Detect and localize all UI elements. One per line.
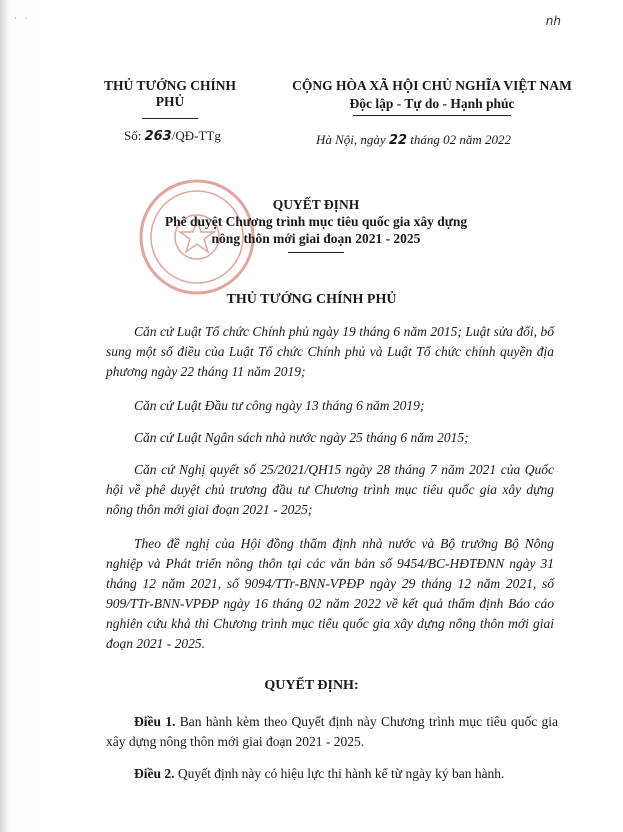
issuer-name: THỦ TƯỚNG CHÍNH PHỦ (103, 78, 236, 109)
doc-number-prefix: Số: (124, 128, 145, 143)
motto-underline (353, 115, 511, 116)
national-motto: Độc lập - Tự do - Hạnh phúc (349, 96, 515, 111)
handwritten-corner-mark: nh (545, 14, 561, 28)
document-number (124, 128, 221, 144)
preamble-clause-5: Theo đề nghị của Hội đồng thẩm định nhà nước và Bộ trưởng Bộ Nông nghiệp và Phát triển nông thôn tại các văn bản số 9454/BC-HĐTĐNN ngày 31 tháng 12 năm 2021, số 9094/TTr-BNN-VPĐP ngày 29 tháng 12 năm 2021, số 909/TTr-BNN-VPĐP ngày 16 tháng 02 năm 2022 về kết quả thẩm định Báo cáo nghiên cứu khả thi Chương trình mục tiêu quốc gia xây dựng nông thôn mới giai đoạn 2021 - 2025. (106, 536, 554, 651)
article-2-text: Quyết định này có hiệu lực thi hành kể từ ngày ký ban hành. (174, 766, 505, 781)
preamble-clause-1: Căn cứ Luật Tổ chức Chính phủ ngày 19 tháng 6 năm 2015; Luật sửa đổi, bổ sung một số điều của Luật Tổ chức Chính phủ và Luật Tổ chức chính quyền địa phương ngày 22 tháng 11 năm 2019; (106, 324, 554, 379)
preamble-clause-2: Căn cứ Luật Đầu tư công ngày 13 tháng 6 năm 2019; (134, 398, 425, 413)
article-2 (106, 764, 558, 784)
article-1-text: Ban hành kèm theo Quyết định này Chương trình mục tiêu quốc gia xây dựng nông thôn mới giai đoạn 2021 - 2025. (106, 714, 559, 749)
scan-specks: · · (14, 14, 31, 23)
date-prefix: Hà Nội, ngày (316, 132, 389, 147)
date-day-handwritten: 22 (388, 133, 408, 148)
page-edge-shadow (0, 0, 8, 832)
date-suffix: tháng 02 năm 2022 (407, 132, 512, 147)
preamble-clause-3: Căn cứ Luật Ngân sách nhà nước ngày 25 tháng 6 năm 2015; (134, 430, 469, 445)
preamble-clause-4: Căn cứ Nghị quyết số 25/2021/QH15 ngày 28 tháng 7 năm 2021 của Quốc hội về phê duyệt chủ trương đầu tư Chương trình mục tiêu quốc gia xây dựng nông thôn mới giai đoạn 2021 - 2025; (106, 462, 554, 517)
doc-number-suffix: /QĐ-TTg (171, 128, 221, 143)
issuer-header (96, 78, 244, 119)
article-1 (106, 712, 558, 752)
article-1-label: Điều 1. (134, 714, 176, 729)
issuer-heading: THỦ TƯỚNG CHÍNH PHỦ (226, 292, 397, 307)
decision-heading: QUYẾT ĐỊNH: (264, 678, 359, 693)
doc-number-handwritten: 263 (144, 129, 172, 144)
issue-date (316, 132, 511, 148)
title-line-2: nông thôn mới giai đoạn 2021 - 2025 (211, 231, 421, 246)
country-name: CỘNG HÒA XÃ HỘI CHỦ NGHĨA VIỆT NAM (292, 78, 572, 93)
doc-type: QUYẾT ĐỊNH (272, 197, 360, 212)
article-2-label: Điều 2. (134, 766, 175, 781)
issuer-underline (142, 118, 198, 119)
title-line-1: Phê duyệt Chương trình mục tiêu quốc gia xây dựng (164, 214, 468, 229)
decision-title (96, 196, 536, 253)
title-underline (288, 252, 344, 253)
national-header (282, 78, 582, 116)
